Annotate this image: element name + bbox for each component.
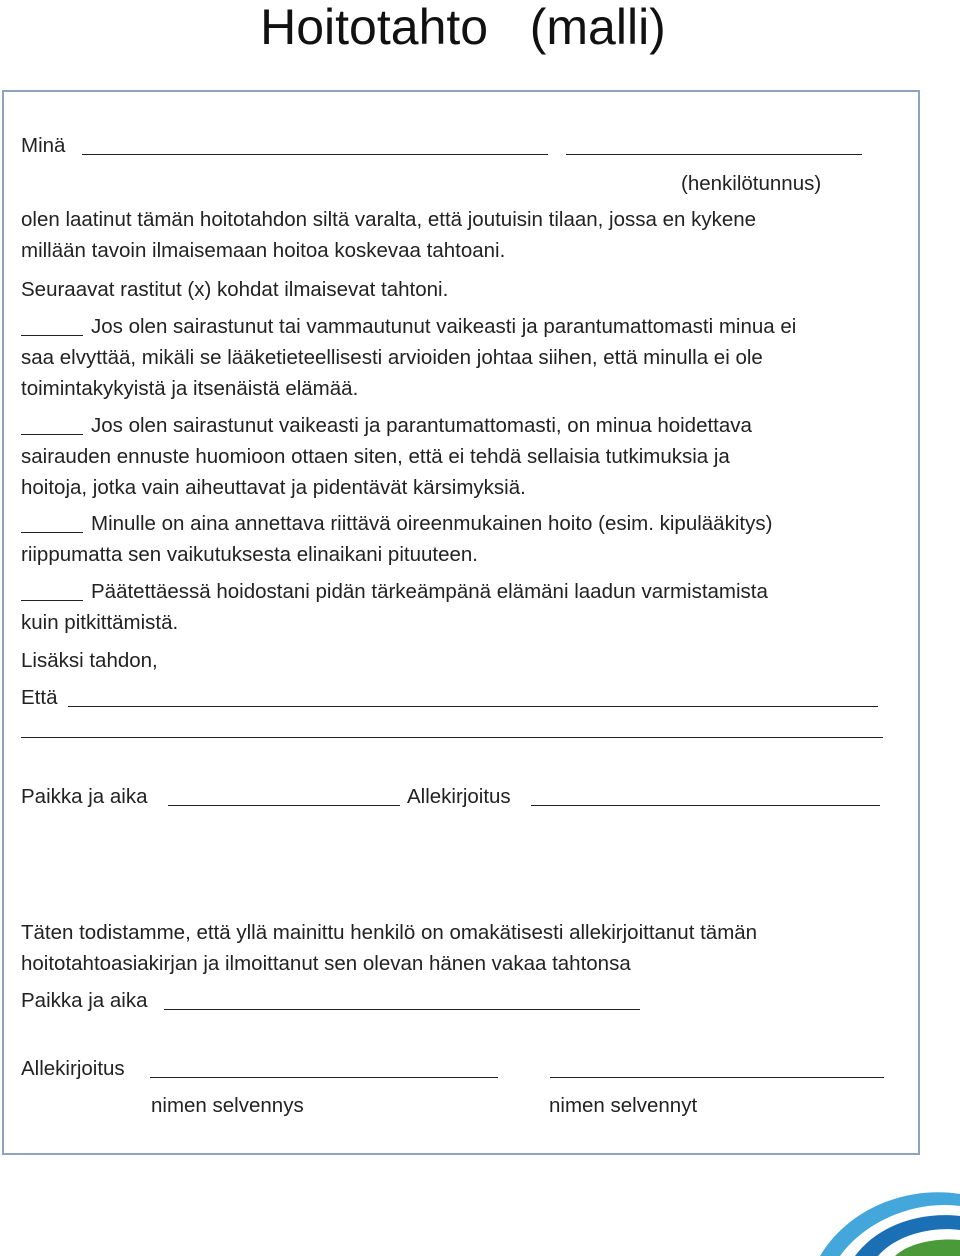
option-3-text-line2: riippumatta sen vaikutuksesta elinaikani pituuteen.	[21, 543, 478, 566]
witness-statement-line1: Täten todistamme, että yllä mainittu henkilö on omakätisesti allekirjoittanut tämän	[21, 921, 758, 944]
option-1-text-line3: toimintakykyistä ja itsenäistä elämää.	[21, 377, 359, 400]
option-1-text: Jos olen sairastunut tai vammautunut vaikeasti ja parantumattomasti minua ei	[91, 315, 797, 338]
allekirjoitus-label: Allekirjoitus	[407, 785, 511, 808]
option-2-text-line3: hoitoja, jotka vain aiheuttavat ja pidentävät kärsimyksiä.	[21, 476, 526, 499]
witness-paikka-aika-label: Paikka ja aika	[21, 989, 148, 1012]
instruction-text: Seuraavat rastitut (x) kohdat ilmaisevat tahtoni.	[21, 278, 449, 301]
intro-text-line1: olen laatinut tämän hoitotahdon siltä varalta, että joutuisin tilaan, jossa en kykene	[21, 208, 757, 231]
etta-label: Että	[21, 686, 58, 709]
option-2-checkbox-line[interactable]	[21, 414, 83, 435]
allekirjoitus-field[interactable]	[531, 805, 880, 806]
option-4-checkbox-line[interactable]	[21, 580, 83, 601]
option-3-checkbox-line[interactable]	[21, 512, 83, 533]
lisaksi-label: Lisäksi tahdon,	[21, 649, 158, 672]
form-frame	[2, 90, 920, 1155]
option-4-text-line2: kuin pitkittämistä.	[21, 611, 179, 634]
option-4	[21, 576, 768, 607]
etta-field[interactable]	[68, 706, 878, 707]
name-clarification-1-label: nimen selvennys	[151, 1094, 304, 1117]
witness-paikka-aika-field[interactable]	[164, 1009, 640, 1010]
option-3-text: Minulle on aina annettava riittävä oireenmukainen hoito (esim. kipulääkitys)	[91, 512, 773, 535]
paikka-aika-field[interactable]	[168, 805, 400, 806]
option-2-text-line2: sairauden ennuste huomioon ottaen siten, että ei tehdä sellaisia tutkimuksia ja	[21, 445, 730, 468]
page-title: Hoitotahto (malli)	[260, 0, 666, 55]
option-4-text: Päätettäessä hoidostani pidän tärkeämpänä elämäni laadun varmistamista	[91, 580, 768, 603]
option-1-text-line2: saa elvyttää, mikäli se lääketieteellisesti arvioiden johtaa siihen, että minulla ei ole	[21, 346, 763, 369]
witness-allekirjoitus-label: Allekirjoitus	[21, 1057, 125, 1080]
option-3	[21, 508, 772, 539]
witness-signature-1-field[interactable]	[150, 1077, 498, 1078]
paikka-aika-label: Paikka ja aika	[21, 785, 148, 808]
witness-statement-line2: hoitotahtoasiakirjan ja ilmoittanut sen olevan hänen vakaa tahtonsa	[21, 952, 631, 975]
option-2	[21, 410, 752, 441]
option-1-checkbox-line[interactable]	[21, 315, 83, 336]
mina-label: Minä	[21, 134, 66, 157]
name-field[interactable]	[82, 154, 548, 155]
etta-field-line2[interactable]	[21, 737, 883, 738]
henkilotunnus-field[interactable]	[566, 154, 862, 155]
henkilotunnus-label: (henkilötunnus)	[681, 172, 822, 195]
intro-text-line2: millään tavoin ilmaisemaan hoitoa koskevaa tahtoani.	[21, 239, 506, 262]
logo-wave-green	[895, 1240, 960, 1256]
organization-logo	[760, 1166, 960, 1256]
witness-signature-2-field[interactable]	[550, 1077, 884, 1078]
option-2-text: Jos olen sairastunut vaikeasti ja parantumattomasti, on minua hoidettava	[91, 414, 752, 437]
name-clarification-2-label: nimen selvennyt	[549, 1094, 698, 1117]
option-1	[21, 311, 796, 342]
